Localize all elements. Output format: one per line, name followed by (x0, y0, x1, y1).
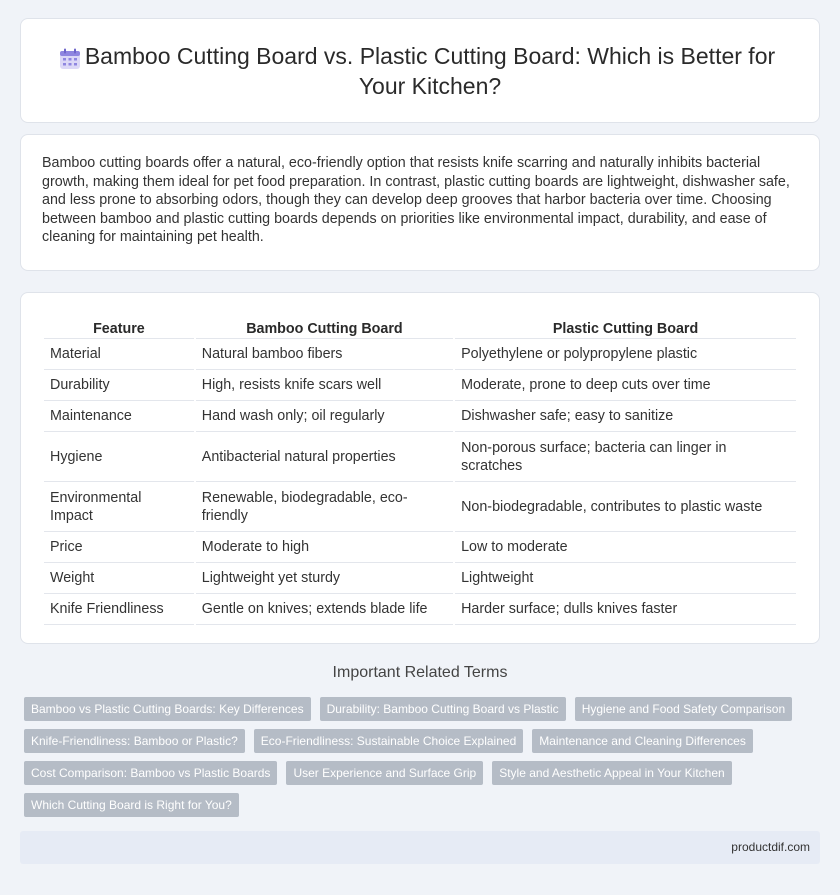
feature-cell: Knife Friendliness (44, 594, 194, 625)
plastic-cell: Non-biodegradable, contributes to plastic waste (455, 482, 796, 532)
table-row (44, 370, 796, 401)
table-row (44, 594, 796, 625)
related-terms-heading: Important Related Terms (332, 664, 508, 681)
table-row (44, 532, 796, 563)
feature-cell: Price (44, 532, 194, 563)
table-row (44, 339, 796, 370)
header-plastic: Plastic Cutting Board (455, 313, 796, 339)
bamboo-cell: Natural bamboo fibers (196, 339, 453, 370)
plastic-cell: Low to moderate (455, 532, 796, 563)
feature-cell: Maintenance (44, 401, 194, 432)
site-name[interactable]: productdif.com (731, 840, 810, 854)
header-bamboo: Bamboo Cutting Board (196, 313, 453, 339)
bamboo-cell: High, resists knife scars well (196, 370, 453, 401)
related-term-link[interactable]: User Experience and Surface Grip (286, 761, 483, 785)
table-row (44, 401, 796, 432)
plastic-cell: Moderate, prone to deep cuts over time (455, 370, 796, 401)
related-term-link[interactable]: Durability: Bamboo Cutting Board vs Plastic (320, 697, 566, 721)
feature-cell: Weight (44, 563, 194, 594)
related-terms-list (24, 697, 819, 825)
feature-cell: Environmental Impact (44, 482, 194, 532)
bamboo-cell: Hand wash only; oil regularly (196, 401, 453, 432)
related-term-link[interactable]: Knife-Friendliness: Bamboo or Plastic? (24, 729, 245, 753)
bamboo-cell: Renewable, biodegradable, eco-friendly (196, 482, 453, 532)
related-term-link[interactable]: Maintenance and Cleaning Differences (532, 729, 753, 753)
page-title: Bamboo Cutting Board vs. Plastic Cutting Board: Which is Better for Your Kitchen? (84, 42, 776, 99)
related-term-link[interactable]: Hygiene and Food Safety Comparison (575, 697, 792, 721)
table-header-row (44, 313, 796, 339)
plastic-cell: Dishwasher safe; easy to sanitize (455, 401, 796, 432)
related-term-link[interactable]: Which Cutting Board is Right for You? (24, 793, 239, 817)
table-row (44, 482, 796, 532)
bamboo-cell: Lightweight yet sturdy (196, 563, 453, 594)
plastic-cell: Lightweight (455, 563, 796, 594)
related-term-link[interactable]: Bamboo vs Plastic Cutting Boards: Key Differences (24, 697, 311, 721)
related-term-link[interactable]: Style and Aesthetic Appeal in Your Kitchen (492, 761, 732, 785)
bamboo-cell: Moderate to high (196, 532, 453, 563)
related-term-link[interactable]: Eco-Friendliness: Sustainable Choice Explained (254, 729, 523, 753)
bamboo-cell: Antibacterial natural properties (196, 432, 453, 482)
intro-card (20, 134, 820, 271)
comparison-table-card (20, 292, 820, 644)
plastic-cell: Harder surface; dulls knives faster (455, 594, 796, 625)
table-row (44, 432, 796, 482)
header-card (20, 18, 820, 123)
plastic-cell: Non-porous surface; bacteria can linger in scratches (455, 432, 796, 482)
feature-cell: Durability (44, 370, 194, 401)
feature-cell: Hygiene (44, 432, 194, 482)
comparison-table (42, 313, 798, 625)
table-row (44, 563, 796, 594)
header-feature: Feature (44, 313, 194, 339)
feature-cell: Material (44, 339, 194, 370)
bamboo-cell: Gentle on knives; extends blade life (196, 594, 453, 625)
plastic-cell: Polyethylene or polypropylene plastic (455, 339, 796, 370)
intro-paragraph: Bamboo cutting boards offer a natural, eco-friendly option that resists knife scarring and naturally inhibits bacterial growth, making them ideal for pet food preparation. In contrast, plastic cutting boards are lightweight, dishwasher safe, and less prone to absorbing odors, though they can develop deep grooves that harbor bacteria over time. Choosing between bamboo and plastic cutting boards depends on priorities like environmental impact, durability, and ease of cleaning for maintaining pet health. (42, 155, 790, 246)
footer (20, 831, 820, 864)
related-term-link[interactable]: Cost Comparison: Bamboo vs Plastic Boards (24, 761, 277, 785)
